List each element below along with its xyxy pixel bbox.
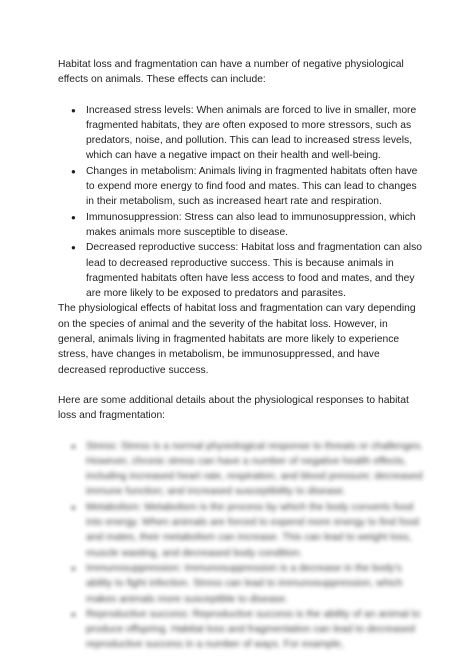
effects-list — [58, 103, 424, 302]
summary-paragraph: The physiological effects of habitat loss and fragmentation can vary depending on the species of animal and the severity of the habitat loss. However, in general, animals living in fragmented habitats are more likely to experience stress, have changes in metabolism, be immunosuppressed, and have decreased reproductive success. — [58, 303, 416, 376]
intro-paragraph: Habitat loss and fragmentation can have a number of negative physiological effects on animals. These effects can include: — [58, 59, 404, 86]
list-item: ● Changes in metabolism: Animals living in fragmented habitats often have to expend more energy to find food and mates. This can lead to changes in their metabolism, such as increased heart rate and respiration. — [58, 164, 424, 210]
details-list — [58, 439, 424, 653]
details-intro-paragraph: Here are some additional details about the physiological responses to habitat loss and fragmentation: — [58, 394, 409, 422]
list-item: ● Increased stress levels: When animals are forced to live in smaller, more fragmented habitats, they are often exposed to more stressors, such as predators, noise, and pollution. This can lead to increased stress levels, which can have a negative impact on their health and well-being. — [58, 103, 424, 164]
list-item: ● Decreased reproductive success: Habitat loss and fragmentation can also lead to decreased reproductive success. This is because animals in fragmented habitats often have less access to food and mates, and they are more likely to be exposed to predators and parasites. — [58, 240, 424, 301]
list-item: ● Immunosuppression: Immunosuppression is a decrease in the body's ability to fight infection. Stress can lead to immunosuppression, which makes animals more susceptible to disease. — [58, 561, 424, 607]
list-item: ● Reproductive success: Reproductive success is the ability of an animal to produce offspring. Habitat loss and fragmentation can lead to decreased reproductive success in a number of ways. For example, — [58, 607, 424, 653]
list-item: ● Metabolism: Metabolism is the process by which the body converts food into energy. When animals are forced to expend more energy to find food and mates, their metabolism can increase. This can lead to weight loss, muscle wasting, and decreased body condition. — [58, 500, 424, 561]
list-item: ● Immunosuppression: Stress can also lead to immunosuppression, which makes animals more susceptible to disease. — [58, 210, 424, 241]
list-item: ● Stress: Stress is a normal physiological response to threats or challenges. However, chronic stress can have a number of negative health effects, including increased heart rate, respiration, and blood pressure; decreased immune function; and increased susceptibility to disease. — [58, 439, 424, 500]
